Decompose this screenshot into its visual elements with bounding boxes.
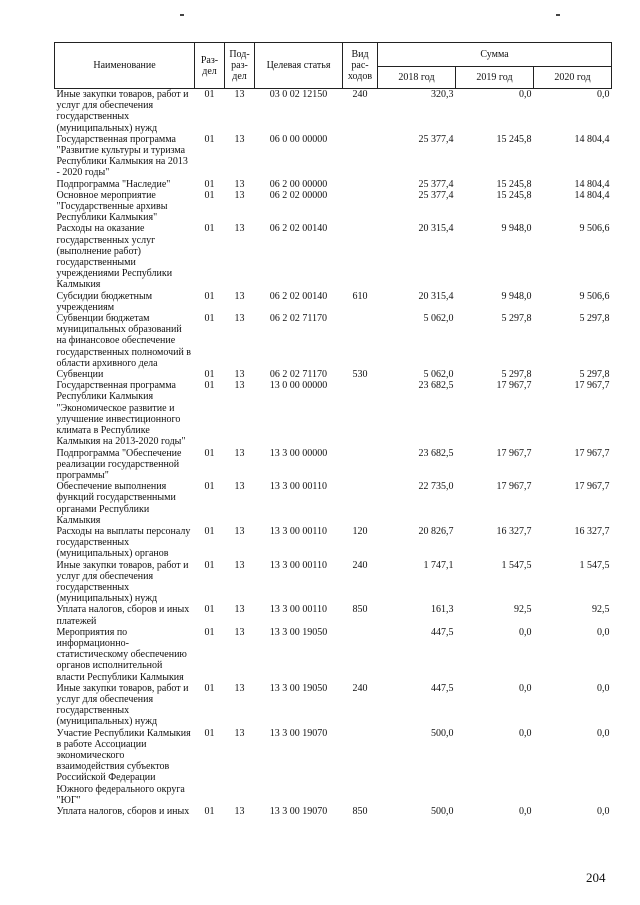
row-name: Уплата налогов, сборов и иных xyxy=(56,806,190,817)
row-sum-2018: 20 826,7 xyxy=(418,525,454,537)
row-expense-type: 610 xyxy=(352,290,368,302)
scan-mark xyxy=(556,14,560,16)
row-podrazdel: 13 xyxy=(234,178,245,190)
row-target-article: 06 2 02 00140 xyxy=(269,290,328,302)
row-sum-2020: 0,0 xyxy=(597,682,610,694)
header-2018: 2018 год xyxy=(378,67,456,89)
row-target-article: 06 2 02 00140 xyxy=(269,223,328,235)
row-name: Субвенции xyxy=(56,369,104,381)
row-target-article: 13 3 00 00110 xyxy=(269,525,328,537)
row-razdel: 01 xyxy=(204,447,215,459)
row-target-article: 06 2 00 00000 xyxy=(269,178,328,190)
table-row xyxy=(55,683,612,728)
row-sum-2018: 22 735,0 xyxy=(418,481,454,493)
row-razdel: 01 xyxy=(204,559,215,571)
row-sum-2020: 14 804,4 xyxy=(574,178,610,190)
row-target-article: 06 0 00 00000 xyxy=(269,133,328,145)
row-sum-2020: 9 506,6 xyxy=(579,223,610,235)
row-razdel: 01 xyxy=(204,223,215,235)
header-target-article: Целевая статья xyxy=(255,43,343,89)
row-name: Иные закупки товаров, работ и услуг для обеспечения государственных (муниципальных) нужд xyxy=(56,559,189,605)
row-sum-2018: 447,5 xyxy=(431,682,454,694)
row-sum-2020: 5 297,8 xyxy=(579,369,610,381)
row-podrazdel: 13 xyxy=(234,369,245,381)
row-sum-2018: 25 377,4 xyxy=(418,189,454,201)
row-name: Иные закупки товаров, работ и услуг для обеспечения государственных (муниципальных) нужд xyxy=(56,682,189,728)
row-name: Обеспечение выполнения функций государственными органами Республики Калмыкия xyxy=(56,481,176,526)
table-row xyxy=(55,179,612,190)
row-sum-2019: 15 245,8 xyxy=(496,178,532,190)
row-sum-2018: 5 062,0 xyxy=(423,313,454,325)
scan-mark xyxy=(180,14,184,16)
row-sum-2018: 1 747,1 xyxy=(423,559,454,571)
table-row xyxy=(55,526,612,560)
row-target-article: 06 2 02 00000 xyxy=(269,189,328,201)
row-razdel: 01 xyxy=(204,369,215,381)
row-sum-2018: 161,3 xyxy=(431,604,454,616)
row-sum-2020: 0,0 xyxy=(597,89,610,100)
row-razdel: 01 xyxy=(204,133,215,145)
row-sum-2020: 14 804,4 xyxy=(574,189,610,201)
row-sum-2018: 20 315,4 xyxy=(418,223,454,235)
row-sum-2019: 16 327,7 xyxy=(496,525,532,537)
row-target-article: 13 3 00 19050 xyxy=(269,682,328,694)
row-expense-type: 530 xyxy=(352,369,368,381)
row-razdel: 01 xyxy=(204,604,215,616)
row-sum-2020: 1 547,5 xyxy=(579,559,610,571)
row-name: Основное мероприятие "Государственные архивы Республики Калмыкия" xyxy=(56,189,168,224)
row-expense-type xyxy=(343,179,378,190)
row-sum-2020: 5 297,8 xyxy=(579,313,610,325)
row-sum-2019: 0,0 xyxy=(519,89,532,100)
row-expense-type xyxy=(343,728,378,806)
row-expense-type: 240 xyxy=(352,682,368,694)
row-sum-2020: 17 967,7 xyxy=(574,380,610,392)
row-expense-type xyxy=(343,481,378,526)
row-podrazdel: 13 xyxy=(234,133,245,145)
row-sum-2020: 17 967,7 xyxy=(574,481,610,493)
table-row xyxy=(55,134,612,179)
row-sum-2020: 17 967,7 xyxy=(574,447,610,459)
row-target-article: 13 3 00 19070 xyxy=(269,806,328,817)
row-sum-2018: 500,0 xyxy=(431,806,454,817)
table-row xyxy=(55,806,612,817)
row-podrazdel: 13 xyxy=(234,313,245,325)
row-razdel: 01 xyxy=(204,525,215,537)
row-target-article: 13 3 00 00110 xyxy=(269,604,328,616)
row-expense-type xyxy=(343,190,378,224)
row-name: Государственная программа "Развитие культуры и туризма Республики Калмыкия на 2013 - 2020 годы" xyxy=(56,133,188,179)
row-name: Подпрограмма "Наследие" xyxy=(56,178,171,190)
row-name: Подпрограмма "Обеспечение реализации государственной программы" xyxy=(56,447,182,481)
row-expense-type: 240 xyxy=(352,89,368,100)
row-sum-2019: 15 245,8 xyxy=(496,189,532,201)
header-2020: 2020 год xyxy=(534,67,612,89)
row-name: Иные закупки товаров, работ и услуг для обеспечения государственных (муниципальных) нужд xyxy=(56,89,189,134)
row-name: Участие Республики Калмыкия в работе Ассоциации экономического взаимодействия субъектов Российской Федерации Южного федерального округа "ЮГ" xyxy=(56,727,191,806)
header-2019: 2019 год xyxy=(456,67,534,89)
row-podrazdel: 13 xyxy=(234,604,245,616)
table-row xyxy=(55,604,612,626)
row-podrazdel: 13 xyxy=(234,525,245,537)
row-razdel: 01 xyxy=(204,189,215,201)
table-row xyxy=(55,190,612,224)
row-podrazdel: 13 xyxy=(234,89,245,100)
table-row xyxy=(55,89,612,134)
row-podrazdel: 13 xyxy=(234,727,245,739)
table-body xyxy=(55,89,612,818)
row-razdel: 01 xyxy=(204,290,215,302)
row-expense-type xyxy=(343,313,378,369)
table-row xyxy=(55,448,612,482)
row-razdel: 01 xyxy=(204,682,215,694)
row-razdel: 01 xyxy=(204,626,215,638)
row-sum-2018: 23 682,5 xyxy=(418,447,454,459)
row-podrazdel: 13 xyxy=(234,223,245,235)
row-sum-2018: 25 377,4 xyxy=(418,178,454,190)
row-sum-2019: 9 948,0 xyxy=(501,223,532,235)
row-sum-2019: 9 948,0 xyxy=(501,290,532,302)
row-sum-2019: 15 245,8 xyxy=(496,133,532,145)
row-sum-2020: 9 506,6 xyxy=(579,290,610,302)
row-podrazdel: 13 xyxy=(234,682,245,694)
header-podrazdel: Под-раз-дел xyxy=(225,43,255,89)
row-sum-2018: 447,5 xyxy=(431,626,454,638)
header-sum: Сумма xyxy=(378,43,612,67)
budget-table xyxy=(54,42,612,817)
row-podrazdel: 13 xyxy=(234,559,245,571)
row-target-article: 13 3 00 19050 xyxy=(269,626,328,638)
row-sum-2018: 500,0 xyxy=(431,727,454,739)
row-expense-type xyxy=(343,223,378,290)
row-target-article: 03 0 02 12150 xyxy=(269,89,328,100)
row-sum-2019: 17 967,7 xyxy=(496,481,532,493)
table-row xyxy=(55,369,612,380)
table-row xyxy=(55,223,612,290)
row-sum-2018: 5 062,0 xyxy=(423,369,454,381)
row-target-article: 13 3 00 00110 xyxy=(269,559,328,571)
row-name: Субвенции бюджетам муниципальных образований на финансовое обеспечение государственных полномочий в области архивного дела xyxy=(56,313,192,369)
table-row xyxy=(55,313,612,369)
row-expense-type: 850 xyxy=(352,604,368,616)
row-expense-type: 240 xyxy=(352,559,368,571)
row-sum-2020: 0,0 xyxy=(597,727,610,739)
row-name: Мероприятия по информационно-статистическому обеспечению органов исполнительной власти Республики Калмыкия xyxy=(56,626,187,683)
table-row xyxy=(55,627,612,683)
table-row xyxy=(55,291,612,313)
table-row xyxy=(55,481,612,526)
row-expense-type xyxy=(343,627,378,683)
row-sum-2020: 92,5 xyxy=(592,604,610,616)
header-name: Наименование xyxy=(55,43,195,89)
row-razdel: 01 xyxy=(204,380,215,392)
row-sum-2019: 17 967,7 xyxy=(496,447,532,459)
row-podrazdel: 13 xyxy=(234,189,245,201)
row-name: Субсидии бюджетным учреждениям xyxy=(56,290,153,313)
row-sum-2019: 0,0 xyxy=(519,727,532,739)
row-name: Расходы на выплаты персоналу государственных (муниципальных) органов xyxy=(56,525,191,560)
row-sum-2019: 92,5 xyxy=(514,604,532,616)
row-razdel: 01 xyxy=(204,313,215,325)
row-name: Расходы на оказание государственных услуг (выполнение работ) государственными учреждениями Республики Калмыкия xyxy=(56,223,173,291)
row-sum-2018: 20 315,4 xyxy=(418,290,454,302)
row-sum-2019: 0,0 xyxy=(519,626,532,638)
row-razdel: 01 xyxy=(204,727,215,739)
row-sum-2019: 5 297,8 xyxy=(501,313,532,325)
row-sum-2018: 320,3 xyxy=(431,89,454,100)
row-sum-2019: 0,0 xyxy=(519,682,532,694)
row-target-article: 06 2 02 71170 xyxy=(269,369,328,381)
row-expense-type: 850 xyxy=(352,806,368,817)
row-name: Государственная программа Республики Калмыкия "Экономическое развитие и улучшение инвестиционного климата в Республике Калмыкия на 2013-2020 годы" xyxy=(56,380,186,448)
row-target-article: 13 3 00 00110 xyxy=(269,481,328,493)
row-razdel: 01 xyxy=(204,806,215,817)
row-name: Уплата налогов, сборов и иных платежей xyxy=(56,604,190,627)
header-expense-type: Вид рас-ходов xyxy=(343,43,378,89)
row-razdel: 01 xyxy=(204,89,215,100)
row-sum-2019: 5 297,8 xyxy=(501,369,532,381)
row-podrazdel: 13 xyxy=(234,481,245,493)
row-podrazdel: 13 xyxy=(234,380,245,392)
row-sum-2020: 16 327,7 xyxy=(574,525,610,537)
row-expense-type xyxy=(343,448,378,482)
row-sum-2020: 14 804,4 xyxy=(574,133,610,145)
row-sum-2020: 0,0 xyxy=(597,806,610,817)
row-razdel: 01 xyxy=(204,178,215,190)
page-number: 204 xyxy=(586,870,606,885)
header-razdel: Раз-дел xyxy=(195,43,225,89)
row-razdel: 01 xyxy=(204,481,215,493)
row-expense-type: 120 xyxy=(352,525,368,537)
row-sum-2019: 1 547,5 xyxy=(501,559,532,571)
row-sum-2018: 23 682,5 xyxy=(418,380,454,392)
row-target-article: 06 2 02 71170 xyxy=(269,313,328,325)
table-row xyxy=(55,380,612,447)
row-podrazdel: 13 xyxy=(234,626,245,638)
row-sum-2019: 17 967,7 xyxy=(496,380,532,392)
row-sum-2020: 0,0 xyxy=(597,626,610,638)
table-row xyxy=(55,728,612,806)
row-expense-type xyxy=(343,380,378,447)
row-sum-2018: 25 377,4 xyxy=(418,133,454,145)
row-podrazdel: 13 xyxy=(234,290,245,302)
row-target-article: 13 3 00 00000 xyxy=(269,447,328,459)
row-podrazdel: 13 xyxy=(234,806,245,817)
table-row xyxy=(55,560,612,605)
row-target-article: 13 3 00 19070 xyxy=(269,727,328,739)
row-expense-type xyxy=(343,134,378,179)
row-sum-2019: 0,0 xyxy=(519,806,532,817)
row-target-article: 13 0 00 00000 xyxy=(269,380,328,392)
row-podrazdel: 13 xyxy=(234,447,245,459)
